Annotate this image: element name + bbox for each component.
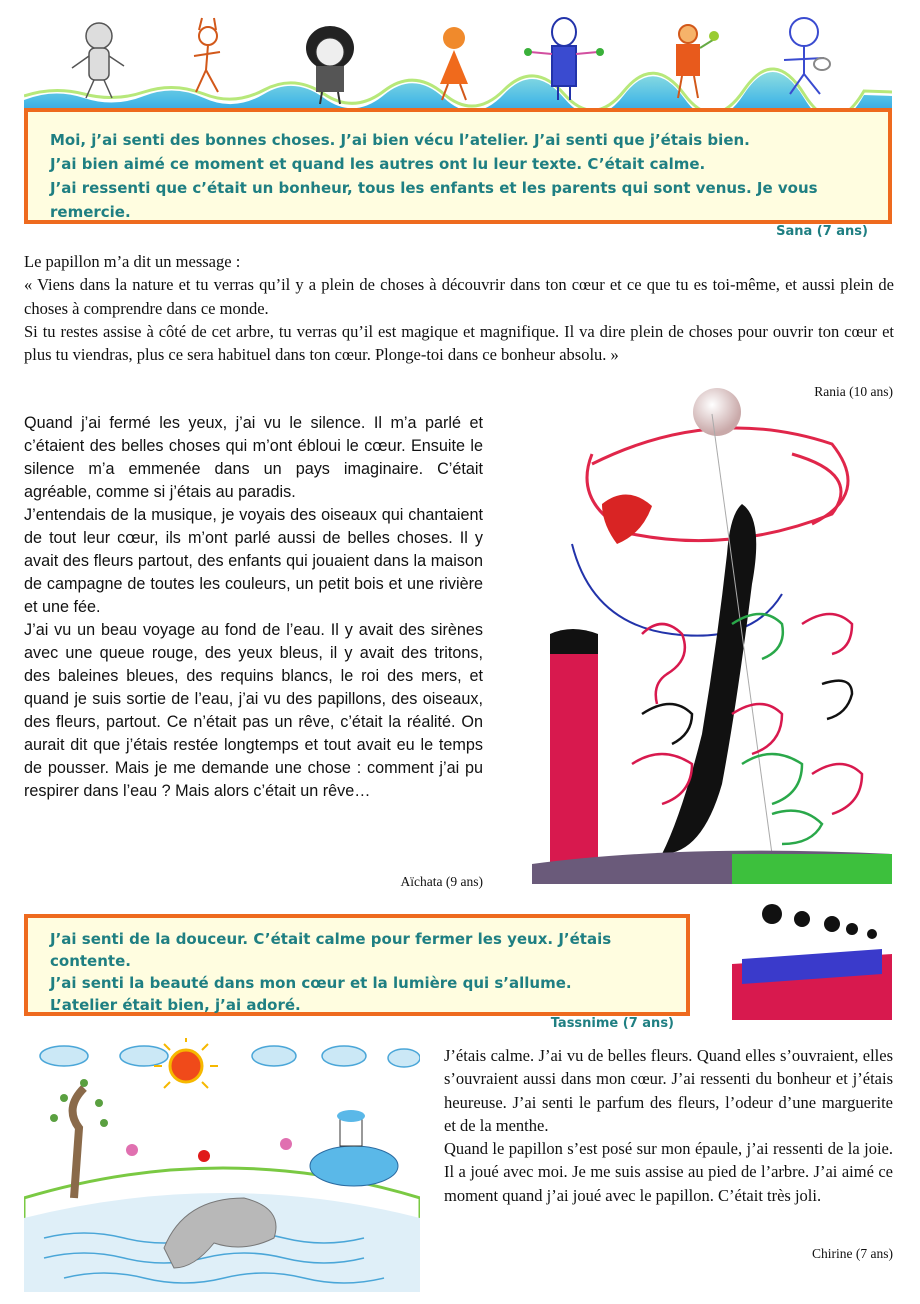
quote-author: Tassnime (7 ans): [550, 1016, 674, 1031]
paragraph: Quand le papillon s’est posé sur mon épaule, j’ai ressenti de la joie. Il a joué avec moi. Je me suis assise au pied de l’arbre. J’ai aimé ce moment quand j’ai joué avec le papillon. C’était très joli.: [444, 1139, 893, 1205]
text-rania: [24, 250, 894, 366]
banner-children-drawings: [24, 8, 892, 112]
child-figure-4: [440, 27, 468, 100]
paragraph: « Viens dans la nature et tu verras qu’il y a plein de choses à découvrir dans ton cœur et ce que tu es toi-même, et aussi plein de choses à comprendre dans ce monde.: [24, 275, 894, 318]
quote-box-sana: [24, 108, 892, 239]
quote-author: Sana (7 ans): [776, 224, 868, 239]
quote-line: J’ai bien aimé ce moment et quand les autres ont lu leur texte. C’était calme.: [50, 155, 706, 173]
author-chirine: Chirine (7 ans): [812, 1246, 893, 1261]
quote-box-tassnime: [24, 914, 690, 1031]
child-figure-6: [676, 25, 719, 98]
text-chirine: [444, 1044, 893, 1207]
quote-line: Moi, j’ai senti des bonnes choses. J’ai bien vécu l’atelier. J’ai senti que j’étais bien.: [50, 131, 750, 149]
paragraph: J’entendais de la musique, je voyais des oiseaux qui chantaient de tout leur cœur, ils m’ont parlé aussi de belles choses. Il y avait des fleurs partout, des enfants qui jouaient dans la maison de campagne de toutes les couleurs, un petit bois et une rivière et une fée.: [24, 506, 483, 616]
author-rania: Rania (10 ans): [814, 384, 893, 399]
author-aichata: Aïchata (9 ans): [400, 874, 483, 889]
child-figure-2: [194, 18, 220, 92]
paragraph: Si tu restes assise à côté de cet arbre, tu verras qu’il est magique et magnifique. Il va dire plein de choses pour ouvrir ton cœur et plus tu viendras, plus ce sera habituel dans ton cœur. Plonge-toi dans ce bonheur absolu. »: [24, 321, 894, 365]
quote-line: J’ai senti la beauté dans mon cœur et la lumière qui s’allume.: [50, 974, 572, 992]
quote-line: J’ai ressenti que c’était un bonheur, tous les enfants et les parents qui sont venus. Je vous remercie.: [50, 179, 818, 221]
paragraph: Quand j’ai fermé les yeux, j’ai vu le silence. Il m’a parlé et c’étaient des belles choses qui m’ont ébloui le cœur. Ensuite le silence m’a emmenée dans un pays imaginaire. C’était agréable, comme si j’étais au paradis.: [24, 414, 483, 501]
paragraph: J’ai vu un beau voyage au fond de l’eau. Il y avait des sirènes avec une queue rouge, des yeux bleus, il y avait des tritons, des baleines bleues, des requins blancs, le roi des mers, et quand je suis sortie de l’eau, j’ai vu des papillons, des oiseaux, des fleurs, partout. Ce n’était pas un rêve, c’était la réalité. On aurait dit que j’étais restée longtemps et tout avait eu le temps de pousser. Mais je me demande une chose : comment j’ai pu respirer dans l’eau ? Mais alors c’était un rêve…: [24, 621, 483, 800]
quote-line: L’atelier était bien, j’ai adoré.: [50, 996, 301, 1014]
paragraph: Le papillon m’a dit un message :: [24, 252, 241, 271]
quote-line: J’ai senti de la douceur. C’était calme pour fermer les yeux. J’étais contente.: [50, 930, 612, 970]
sun-icon: [170, 1050, 202, 1082]
child-figure-1: [72, 23, 124, 98]
landscape-drawing: [24, 1038, 420, 1292]
text-aichata: [24, 412, 483, 803]
paragraph: J’étais calme. J’ai vu de belles fleurs. Quand elles s’ouvraient, elles s’ouvraient aussi dans mon cœur. J’ai ressenti du bonheur et j’étais heureuse. J’ai senti le parfum des fleurs, l’odeur d’une marguerite et de la menthe.: [444, 1046, 893, 1135]
